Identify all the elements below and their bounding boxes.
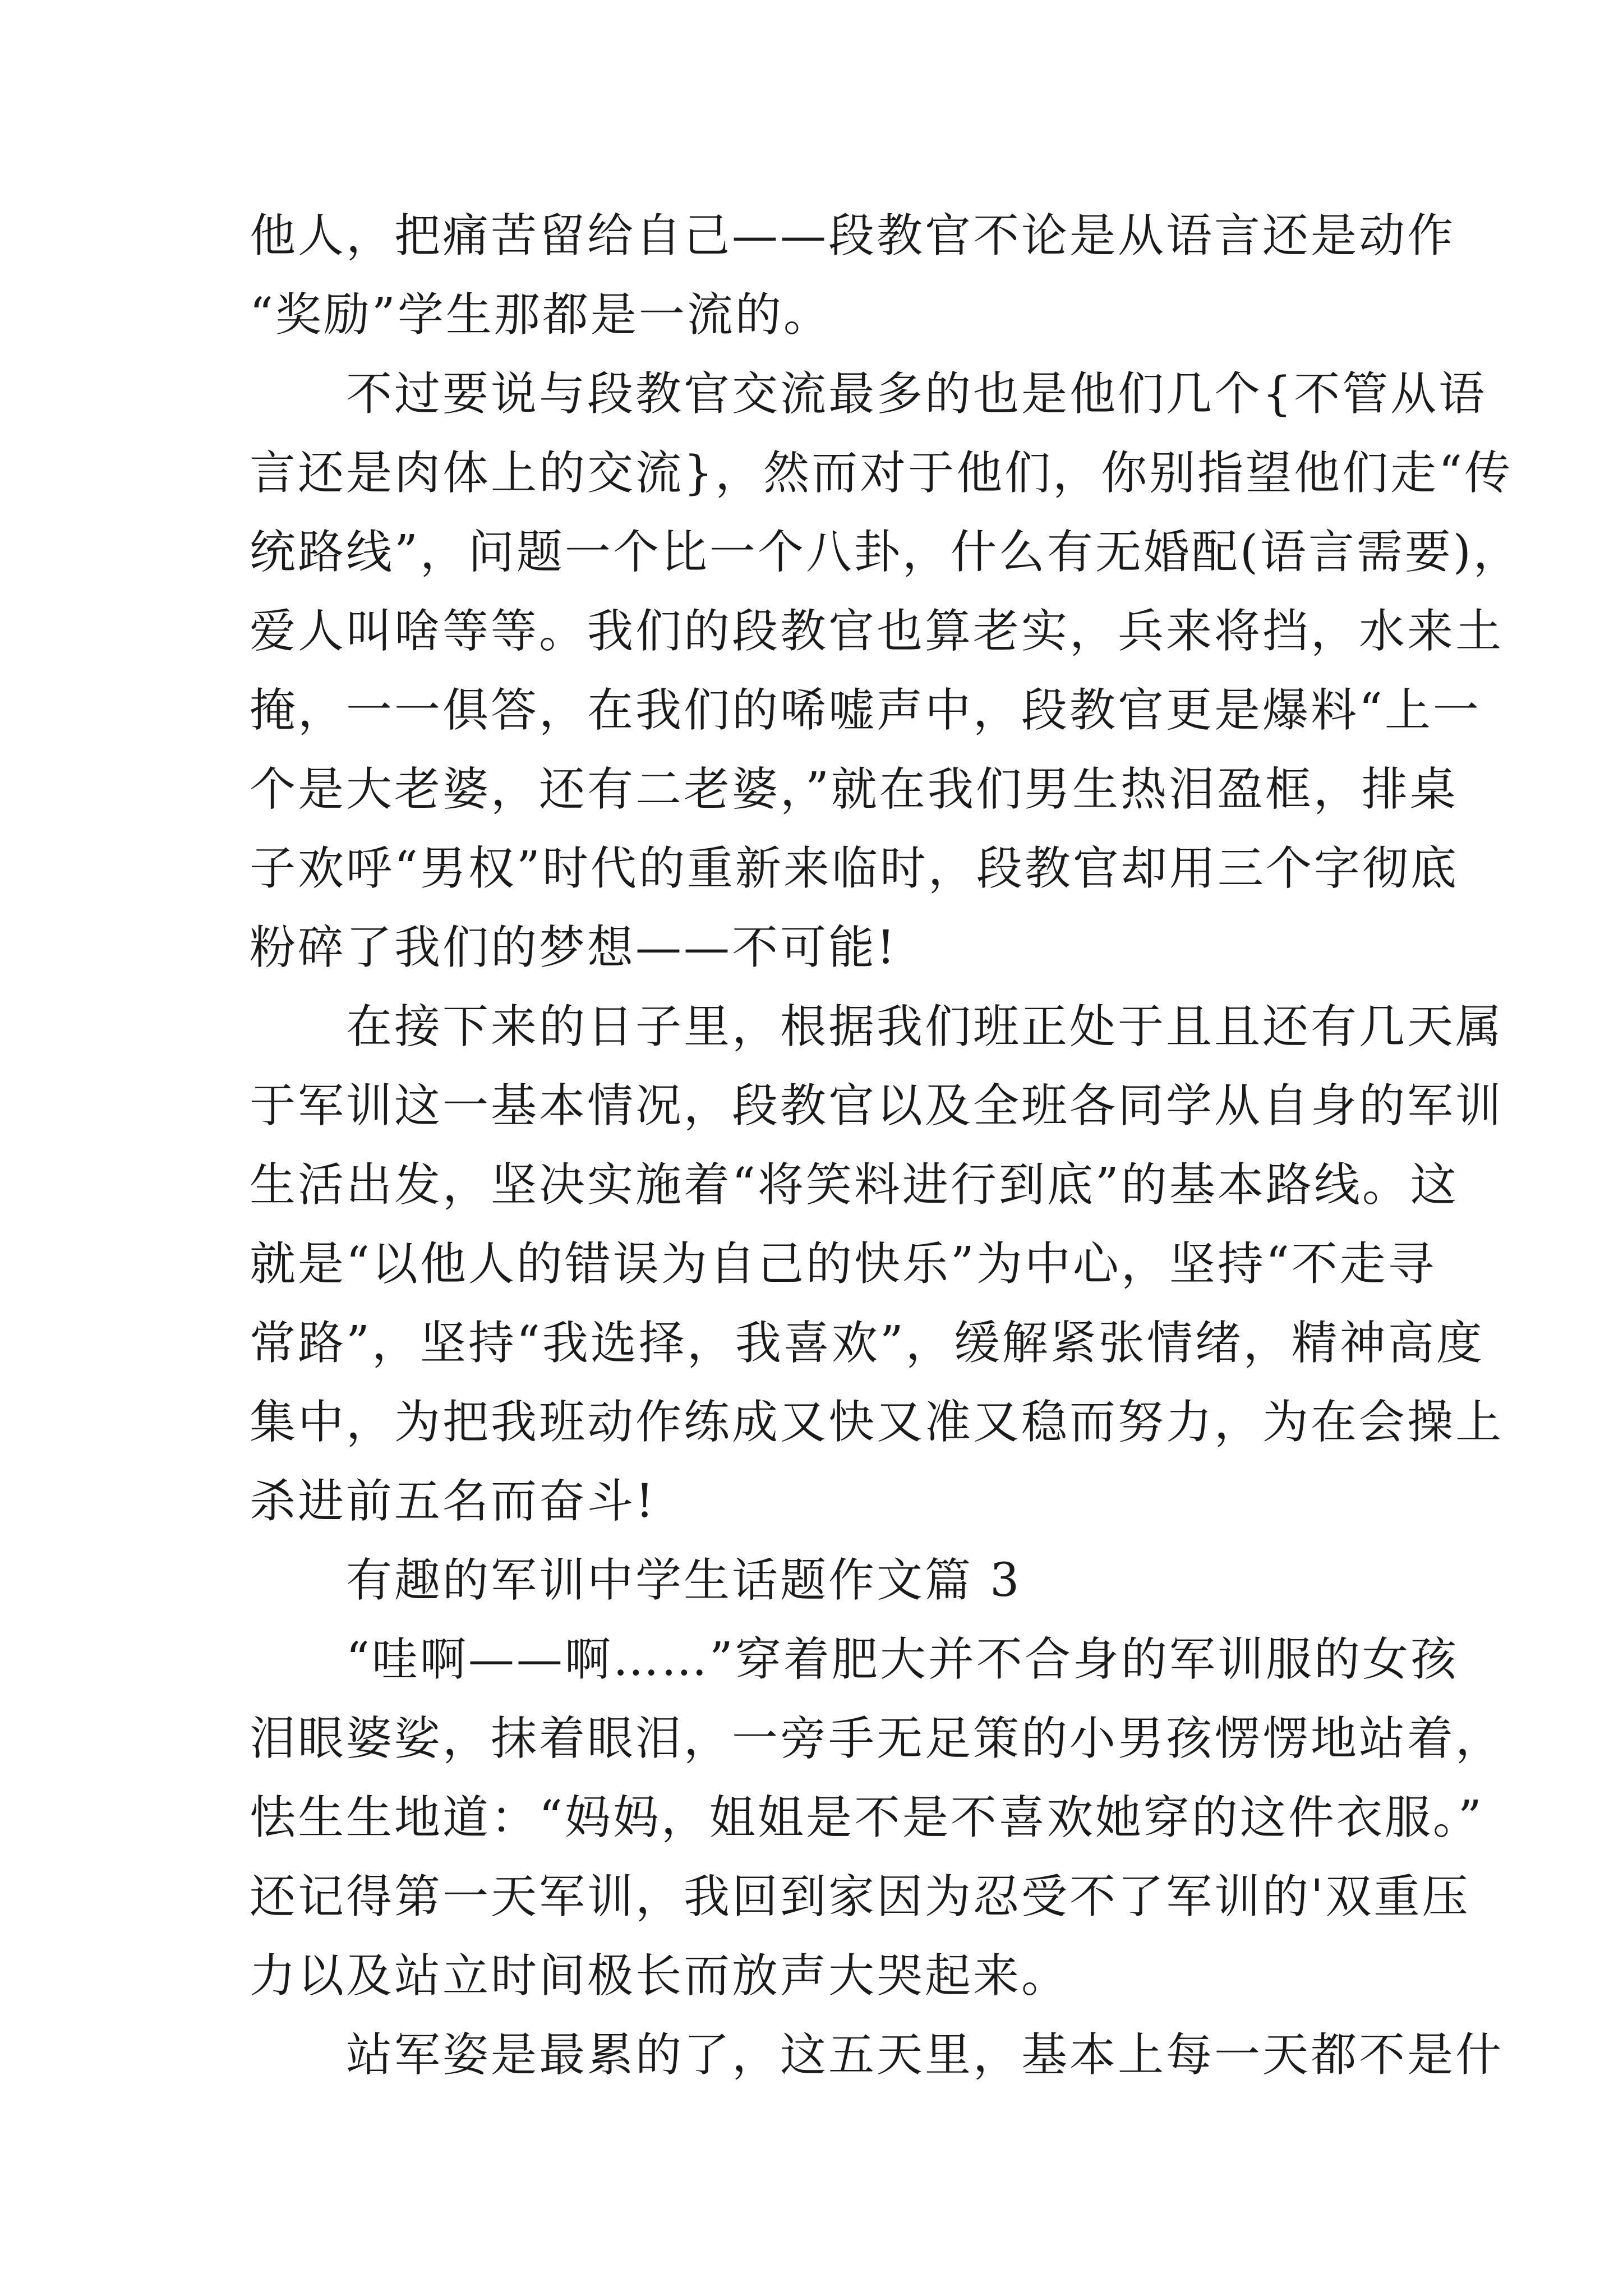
text-line: 个是大老婆，还有二老婆，”就在我们男生热泪盈框，排桌 (250, 763, 1458, 816)
text-line: 于军训这一基本情况，段教官以及全班各同学从自身的军训 (250, 1079, 1504, 1133)
text-line: 粉碎了我们的梦想——不可能! (250, 921, 897, 974)
text-line: 不过要说与段教官交流最多的也是他们几个{不管从语 (250, 367, 1487, 421)
text-line: 集中，为把我班动作练成又快又准又稳而努力，为在会操上 (250, 1396, 1504, 1449)
text-line: 常路”，坚持“我选择，我喜欢”，缓解紧张情绪，精神高度 (250, 1317, 1484, 1370)
text-line: 生活出发，坚决实施着“将笑料进行到底”的基本路线。这 (250, 1158, 1459, 1212)
text-line: “奖励”学生那都是一流的。 (250, 288, 832, 342)
text-line: 力以及站立时间极长而放声大哭起来。 (250, 1949, 1070, 2003)
section-heading: 有趣的军训中学生话题作文篇 3 (250, 1554, 1022, 1607)
text-line: 掩，一一俱答，在我们的唏嘘声中，段教官更是爆料“上一 (250, 684, 1481, 737)
text-line: 还记得第一天军训，我回到家因为忍受不了军训的'双重压 (250, 1870, 1470, 1924)
text-line: 怯生生地道：“妈妈，姐姐是不是不喜欢她穿的这件衣服。” (250, 1791, 1484, 1844)
text-line: 站军姿是最累的了，这五天里，基本上每一天都不是什 (250, 2028, 1504, 2082)
text-line: 杀进前五名而奋斗! (250, 1475, 656, 1528)
essay-body (250, 196, 1521, 2095)
text-line: 在接下来的日子里，根据我们班正处于且且还有几天属 (250, 1000, 1504, 1053)
text-line: 言还是肉体上的交流}，然而对于他们，你别指望他们走“传 (250, 447, 1513, 500)
text-line: 爱人叫啥等等。我们的段教官也算老实，兵来将挡，水来土 (250, 605, 1504, 658)
text-line: 他人，把痛苦留给自己——段教官不论是从语言还是动作 (250, 209, 1456, 263)
text-line: 统路线”，问题一个比一个八卦，什么有无婚配(语言需要)， (250, 526, 1521, 579)
text-line: 泪眼婆娑，抹着眼泪，一旁手无足策的小男孩愣愣地站着， (250, 1712, 1504, 1765)
text-line: “哇啊——啊……”穿着肥大并不合身的军训服的女孩 (250, 1633, 1459, 1686)
text-line: 就是“以他人的错误为自己的快乐”为中心，坚持“不走寻 (250, 1237, 1436, 1291)
text-line: 子欢呼“男权”时代的重新来临时，段教官却用三个字彻底 (250, 842, 1459, 895)
